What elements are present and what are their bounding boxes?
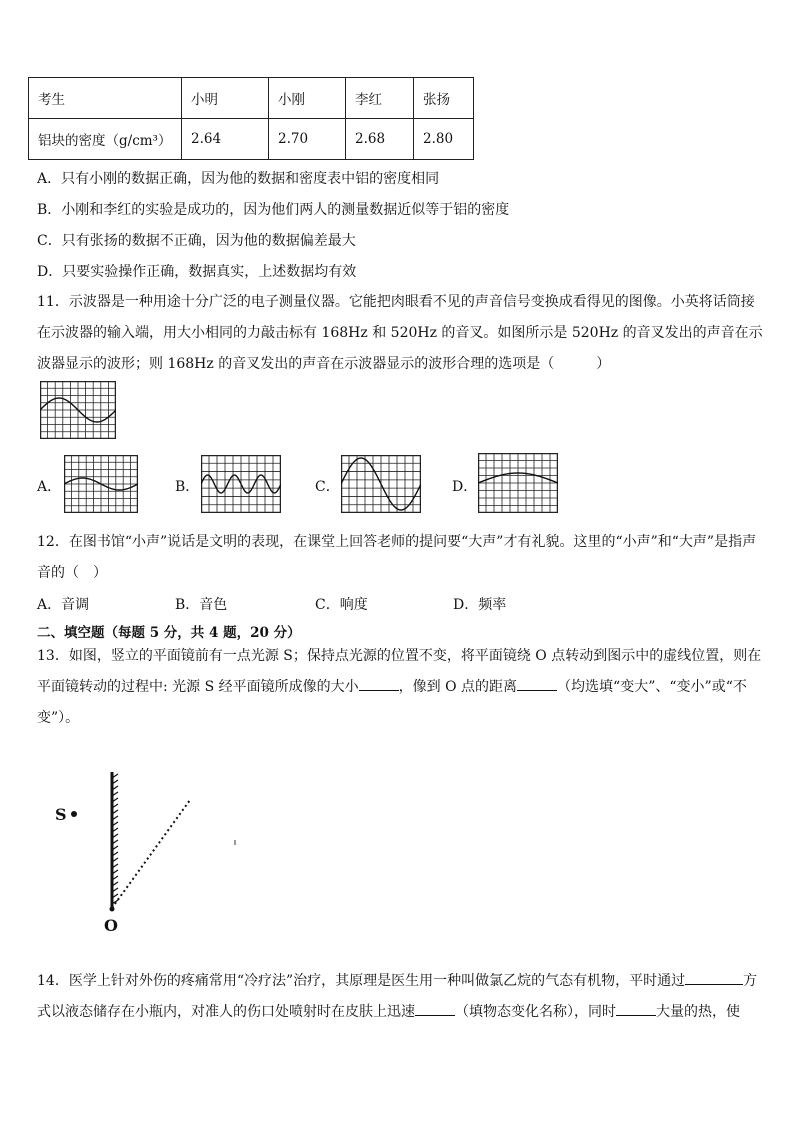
waveform-option-c bbox=[341, 455, 421, 513]
table-header-cell: 小明 bbox=[182, 78, 269, 119]
q12-option-c: C．响度 bbox=[315, 597, 368, 613]
q13-text-3: （均选填“变大”、“变小”或“不变”）。 bbox=[37, 679, 747, 726]
pivot-point-o bbox=[110, 907, 115, 912]
label-s: S bbox=[55, 805, 67, 824]
table-row bbox=[29, 119, 474, 160]
q14-text-4: 大量的热，使 bbox=[656, 1004, 740, 1020]
q13-text-2: ，像到 O 点的距离 bbox=[398, 679, 518, 695]
label-o: O bbox=[104, 916, 118, 935]
table-header-row bbox=[29, 78, 474, 119]
q12-options bbox=[0, 594, 794, 614]
reference-waveform bbox=[40, 381, 116, 439]
table-cell: 2.80 bbox=[414, 119, 474, 160]
table-cell: 2.68 bbox=[346, 119, 414, 160]
density-table bbox=[28, 77, 474, 160]
section-heading: 二、填空题（每题 5 分，共 4 题，20 分） bbox=[37, 625, 301, 641]
table-header-cell: 考生 bbox=[29, 78, 182, 119]
table-row-label: 铝块的密度（g/cm³） bbox=[29, 119, 182, 160]
q10-option-d: D．只要实验操作正确，数据真实，上述数据均有效 bbox=[37, 264, 357, 280]
q11-option-a-label: A． bbox=[37, 479, 62, 495]
q12-option-a: A．音调 bbox=[37, 597, 90, 613]
table-cell: 2.70 bbox=[269, 119, 346, 160]
table-header-cell: 张扬 bbox=[414, 78, 474, 119]
q13-question bbox=[37, 641, 767, 734]
q11-question: 11．示波器是一种用途十分广泛的电子测量仪器。它能把肉眼看不见的声音信号变换成看得见的图像。小英将话筒接在示波器的输入端，用大小相同的力敲击标有 168Hz 和 520Hz 的音叉。如图所示是 520Hz 的音叉发出的声音在示波器显示的波形；则 168Hz 的音叉发出的声音在示波器显示的波形合理的选项是（ ） bbox=[37, 294, 763, 372]
q14-text-2: 方式以液态储存在小瓶内，对准人的伤口处喷射时在皮肤上迅速 bbox=[37, 973, 758, 1020]
rotated-mirror-dotted-line bbox=[112, 800, 190, 908]
answer-blank[interactable] bbox=[616, 1001, 656, 1016]
answer-blank[interactable] bbox=[415, 1001, 455, 1016]
q14-question bbox=[37, 966, 767, 1028]
answer-blank[interactable] bbox=[517, 676, 557, 691]
q10-option-a: A．只有小刚的数据正确，因为他的数据和密度表中铝的密度相同 bbox=[37, 171, 440, 187]
q12-option-b: B．音色 bbox=[175, 597, 228, 613]
waveform-option-d bbox=[478, 453, 558, 513]
q13-text-1: 13．如图，竖立的平面镜前有一点光源 S；保持点光源的位置不变，将平面镜绕 O 点转动到图示中的虚线位置，则在平面镜转动的过程中: 光源 S 经平面镜所成像的大小 bbox=[37, 648, 762, 695]
q11-option-b-label: B． bbox=[175, 479, 200, 495]
stray-mark bbox=[234, 840, 236, 845]
waveform-option-a bbox=[64, 455, 138, 513]
answer-blank[interactable] bbox=[685, 970, 743, 985]
table-header-cell: 李红 bbox=[346, 78, 414, 119]
q10-option-b: B．小刚和李红的实验是成功的，因为他们两人的测量数据近似等于铝的密度 bbox=[37, 202, 510, 218]
q11-option-d-label: D． bbox=[452, 479, 478, 495]
q11-option-c-label: C． bbox=[315, 479, 340, 495]
q12-option-d: D．频率 bbox=[453, 597, 507, 613]
answer-blank[interactable] bbox=[359, 676, 399, 691]
light-source-point bbox=[71, 811, 77, 817]
q12-question: 12．在图书馆“小声”说话是文明的表现，在课堂上回答老师的提问要“大声”才有礼貌。这里的“小声”和“大声”是指声音的（ ） bbox=[37, 534, 757, 581]
q14-text-3: （填物态变化名称），同时 bbox=[455, 1004, 616, 1020]
table-cell: 2.64 bbox=[182, 119, 269, 160]
table-header-cell: 小刚 bbox=[269, 78, 346, 119]
mirror-diagram bbox=[50, 768, 250, 942]
q14-text-1: 14．医学上针对外伤的疼痛常用“冷疗法”治疗，其原理是医生用一种叫做氯乙烷的气态有机物，平时通过 bbox=[37, 973, 686, 989]
q10-option-c: C．只有张扬的数据不正确，因为他的数据偏差最大 bbox=[37, 233, 356, 249]
waveform-option-b bbox=[201, 455, 281, 513]
